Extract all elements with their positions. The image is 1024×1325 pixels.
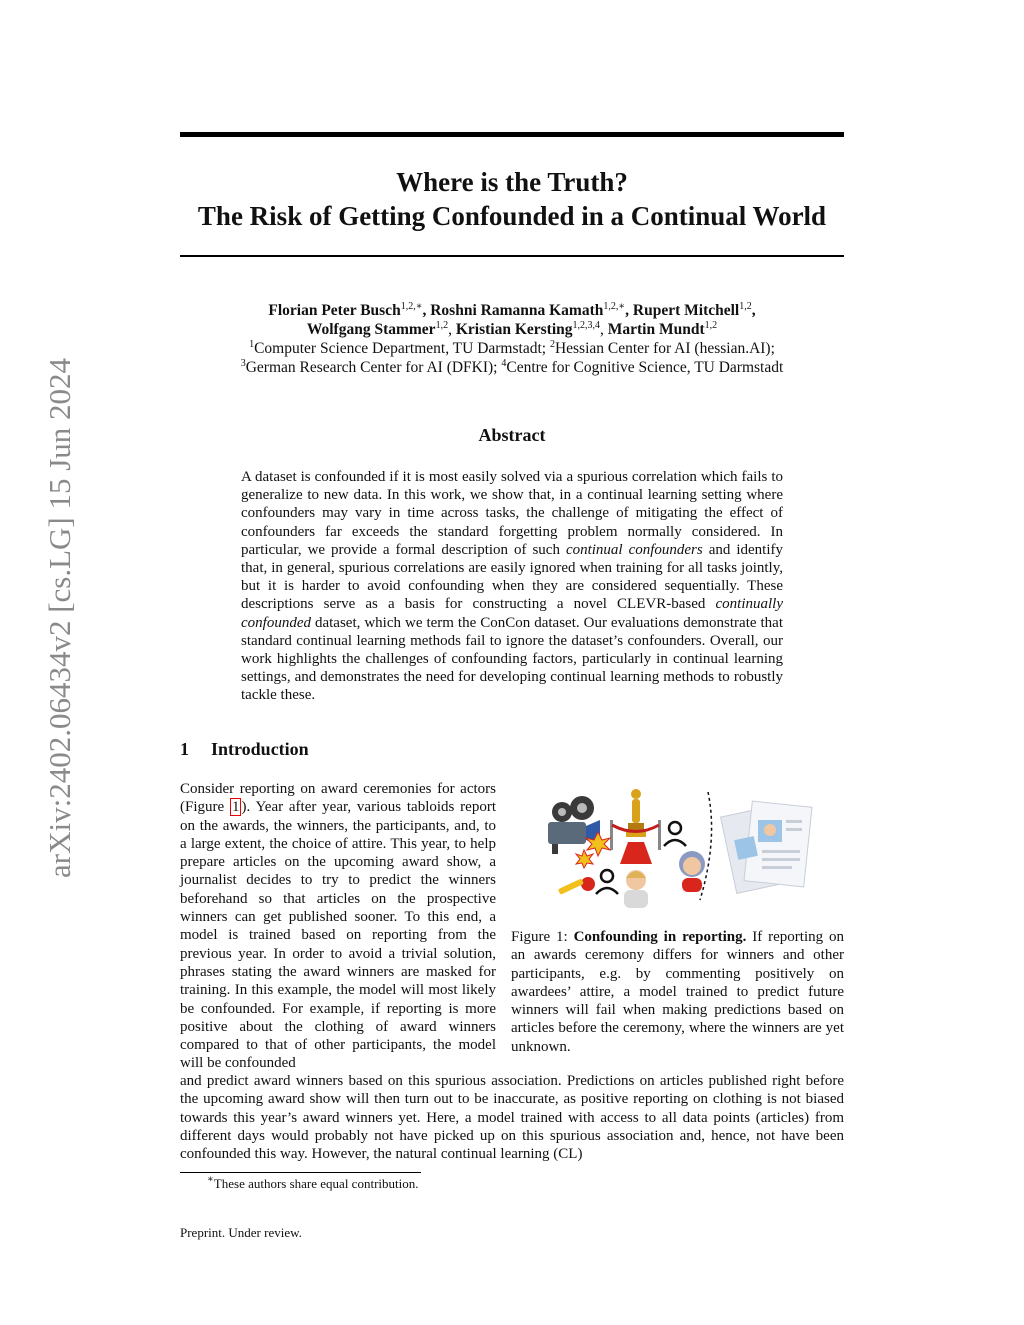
microphone-icon <box>558 877 595 895</box>
author-name: Roshni Ramanna Kamath <box>430 302 604 319</box>
affiliation: Hessian Center for AI (hessian.AI); <box>554 340 775 357</box>
affiliation: Centre for Cognitive Science, TU Darmstadt <box>506 359 784 376</box>
person-icon <box>596 870 618 894</box>
star-burst-icon <box>576 850 593 868</box>
intro-text: ). Year after year, various tabloids report on the awards, the winners, the participants, and, to a large extent, the choice of attire. This year, to help prepare articles on the upcoming award show, a journalist decides to try to predict the winners beforehand so that articles on the prospective winners can get published sooner. To this end, a model is trained based on reporting from the previous year. In order to avoid a trivial solution, phrases stating the award winners are masked for training. In this example, the model will most likely be confounded. For example, if reporting is more positive about the clothing of award winners compared to that of other participants, the model will be confounded <box>180 799 496 1072</box>
abstract-text: A dataset is confounded if it is most easily solved via a spurious correlation which fails to generalize to new data. In this work, we show that, in a continual learning setting where confounders may vary in time across tasks, the challenge of mitigating the effect of confounders far exceeds the standard forgetting problem normally considered. In particular, we provide a formal description of such <box>241 469 783 558</box>
author-line-2: Wolfgang Stammer$^{1,2}$, Kristian Kersting$^{1,2,3,4}$, Martin Mundt$^{1,2}$ <box>306 320 718 338</box>
figure-1-link[interactable]: 1 <box>231 799 240 816</box>
caption-label: Figure 1: <box>511 929 574 945</box>
author-sup: 1,2 <box>739 301 752 312</box>
intro-text: Consider reporting on award ceremonies for actors (Figure <box>180 781 496 816</box>
author-sup: 1,2,∗ <box>400 301 423 312</box>
man-avatar-icon <box>624 870 648 908</box>
footnote <box>207 1176 418 1192</box>
abstract-heading: Abstract <box>478 425 546 445</box>
author-name: Martin Mundt <box>607 321 705 338</box>
author-sup: 1,2,3,4 <box>572 320 601 331</box>
title-top-rule <box>180 132 844 137</box>
author-block <box>150 301 874 377</box>
footnote-mark: ∗ <box>207 1174 214 1185</box>
author-sup: 1,2 <box>704 320 718 331</box>
affiliation-line-2 <box>150 358 874 377</box>
abstract-text: dataset, which we term the ConCon dataset. Our evaluations demonstrate that standard continual learning methods fail to ignore the dataset’s confounders. Overall, our work highlights the challenges of confounding factors, particularly in continual learning settings, and demonstrates the need for developing continual learning methods to robustly tackle these. <box>241 614 783 704</box>
affiliation: Computer Science Department, TU Darmstadt; <box>254 340 550 357</box>
author-sup: 1,2,∗ <box>603 301 626 312</box>
arxiv-identifier: arXiv:2402.06434v2 [cs.LG] 15 Jun 2024 <box>42 357 77 878</box>
intro-paragraph-column <box>180 780 496 1073</box>
author-name: Florian Peter Busch <box>268 302 401 319</box>
paper-title <box>150 165 874 233</box>
affil-sup: 1 <box>249 339 255 350</box>
caption-text: If reporting on an awards ceremony differs for winners and other participants, e.g. by commenting positively on awardees’ attire, a model trained to predict future winners will fail when making predictions based on articles before the ceremony, where the winners are yet unknown. <box>511 929 844 1055</box>
figure-1-illustration <box>540 780 820 920</box>
abstract-emphasis: continual confounders <box>565 541 703 558</box>
author-sup: 1,2 <box>435 320 449 331</box>
woman-avatar-icon <box>679 851 705 892</box>
page-footer: Preprint. Under review. <box>180 1225 302 1240</box>
abstract-emphasis: continually confounded <box>241 596 783 631</box>
section-number: 1 <box>180 739 189 759</box>
section-heading <box>180 739 309 760</box>
title-line-1: Where is the Truth? <box>396 167 628 197</box>
footnote-text: These authors share equal contribution. <box>213 1176 419 1191</box>
author-name: Kristian Kersting <box>455 321 573 338</box>
affil-sup: 2 <box>549 339 555 350</box>
author-line-1: Florian Peter Busch$^{1,2,∗}$, Roshni Ramanna Kamath$^{1,2,∗}$, Rupert Mitchell$^{1,2}$, <box>268 301 756 319</box>
title-line-2: The Risk of Getting Confounded in a Continual World <box>197 201 827 231</box>
affiliation: German Research Center for AI (DFKI); <box>245 359 502 376</box>
person-icon <box>664 822 686 846</box>
footnote-rule <box>180 1172 421 1173</box>
abstract-text: and identify that, in general, spurious correlations are easily ignored when training for all tasks jointly, but it is harder to avoid confounding when they are considered sequentially. These descriptions serve as a basis for constructing a novel CLEVR-based <box>241 541 783 613</box>
caption-title: Confounding in reporting. <box>573 929 747 945</box>
affil-sup: 3 <box>240 358 246 369</box>
newspaper-icon <box>721 801 812 893</box>
figure-1-caption <box>511 928 844 1056</box>
abstract-body <box>241 468 783 705</box>
section-title: Introduction <box>211 739 309 759</box>
affiliation-line-1 <box>150 339 874 358</box>
intro-continuation: and predict award winners based on this spurious association. Predictions on articles published right before the upcoming award show will then turn out to be inaccurate, as positive reporting on clothing is not biased towards this year’s award winners yet. Here, a model trained with access to all data points (articles) from different days would probably not have picked up on this spurious association and, hence, not have been confounded this way. However, the natural continual learning (CL) <box>180 1073 844 1163</box>
title-bottom-rule <box>180 255 844 257</box>
author-name: Wolfgang Stammer <box>306 321 436 338</box>
author-name: Rupert Mitchell <box>632 302 740 319</box>
affil-sup: 4 <box>501 358 507 369</box>
